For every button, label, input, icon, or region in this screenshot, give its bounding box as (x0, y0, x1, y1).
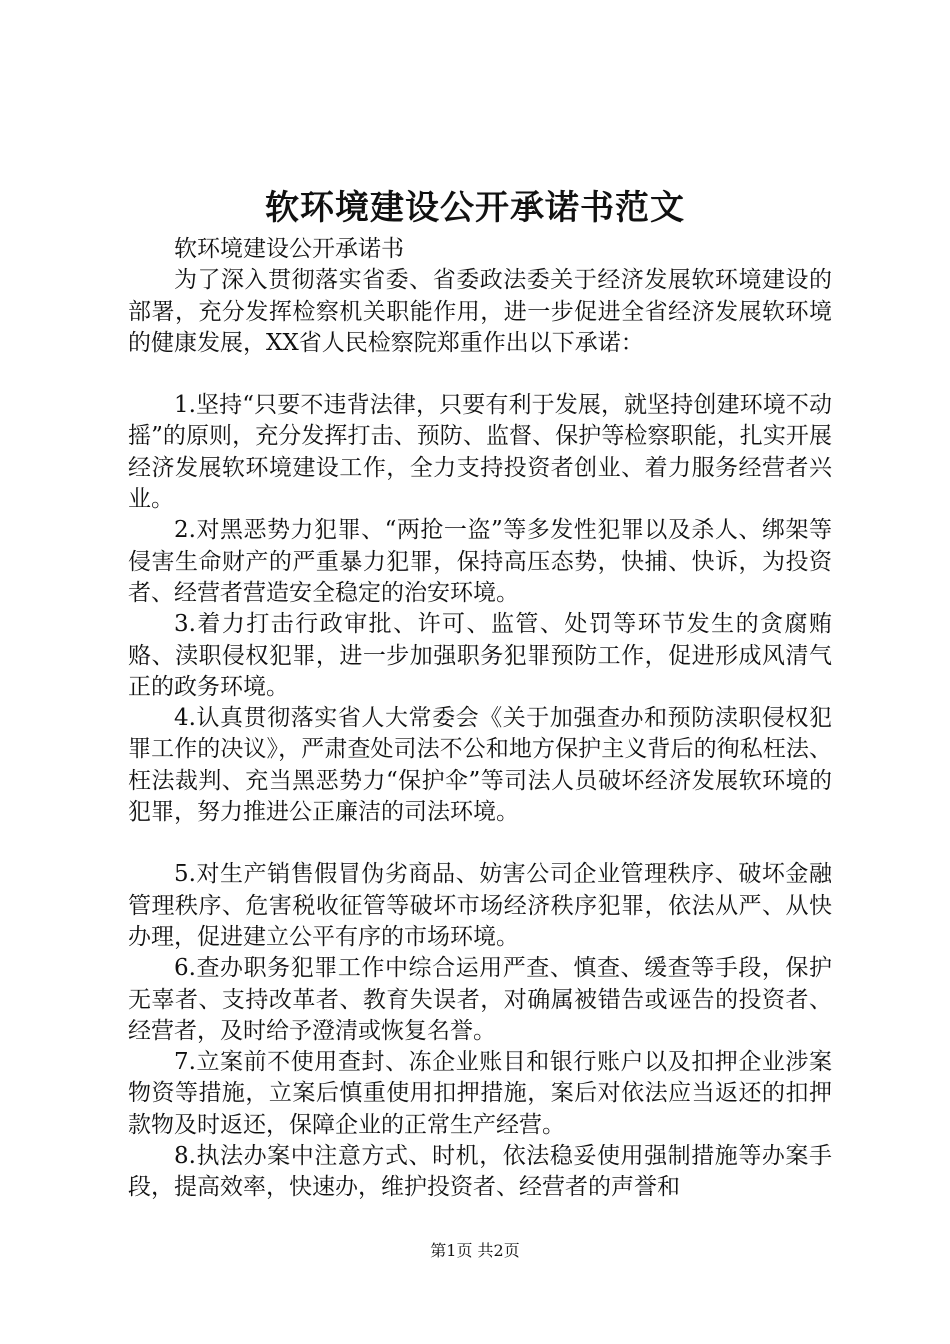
commitment-item-7: 7.立案前不使用查封、冻企业账目和银行账户以及扣押企业涉案物资等措施，立案后慎重使用扣押措施，案后对依法应当返还的扣押款物及时返还，保障企业的正常生产经营。 (128, 1049, 832, 1138)
intro-paragraph: 为了深入贯彻落实省委、省委政法委关于经济发展软环境建设的部署，充分发挥检察机关职能作用，进一步促进全省经济发展软环境的健康发展，XX省人民检察院郑重作出以下承诺： (128, 267, 832, 356)
commitment-item-8: 8.执法办案中注意方式、时机，依法稳妥使用强制措施等办案手段，提高效率，快速办，维护投资者、经营者的声誉和 (128, 1143, 832, 1201)
page-number: 第1页 共2页 (430, 1241, 520, 1260)
commitment-item-5: 5.对生产销售假冒伪劣商品、妨害公司企业管理秩序、破坏金融管理秩序、危害税收征管等破坏市场经济秩序犯罪，依法从严、从快办理，促进建立公平有序的市场环境。 (128, 861, 832, 950)
commitment-item-6: 6.查办职务犯罪工作中综合运用严查、慎查、缓查等手段，保护无辜者、支持改革者、教育失误者，对确属被错告或诬告的投资者、经营者，及时给予澄清或恢复名誉。 (128, 955, 832, 1044)
document-body (128, 234, 832, 1204)
document-title: 软环境建设公开承诺书范文 (265, 188, 685, 228)
commitment-item-3: 3.着力打击行政审批、许可、监管、处罚等环节发生的贪腐贿赂、渎职侵权犯罪，进一步加强职务犯罪预防工作，促进形成风清气正的政务环境。 (128, 611, 832, 700)
document-subtitle: 软环境建设公开承诺书 (174, 236, 404, 262)
commitment-item-1: 1.坚持“只要不违背法律，只要有利于发展，就坚持创建环境不动摇”的原则，充分发挥打击、预防、监督、保护等检察职能，扎实开展经济发展软环境建设工作，全力支持投资者创业、着力服务经营者兴业。 (128, 392, 832, 513)
commitment-item-4: 4.认真贯彻落实省人大常委会《关于加强查办和预防渎职侵权犯罪工作的决议》，严肃查处司法不公和地方保护主义背后的徇私枉法、枉法裁判、充当黑恶势力“保护伞”等司法人员破坏经济发展软环境的犯罪，努力推进公正廉洁的司法环境。 (128, 705, 832, 826)
commitment-item-2: 2.对黑恶势力犯罪、“两抢一盗”等多发性犯罪以及杀人、绑架等侵害生命财产的严重暴力犯罪，保持高压态势，快捕、快诉，为投资者、经营者营造安全稳定的治安环境。 (128, 517, 832, 606)
